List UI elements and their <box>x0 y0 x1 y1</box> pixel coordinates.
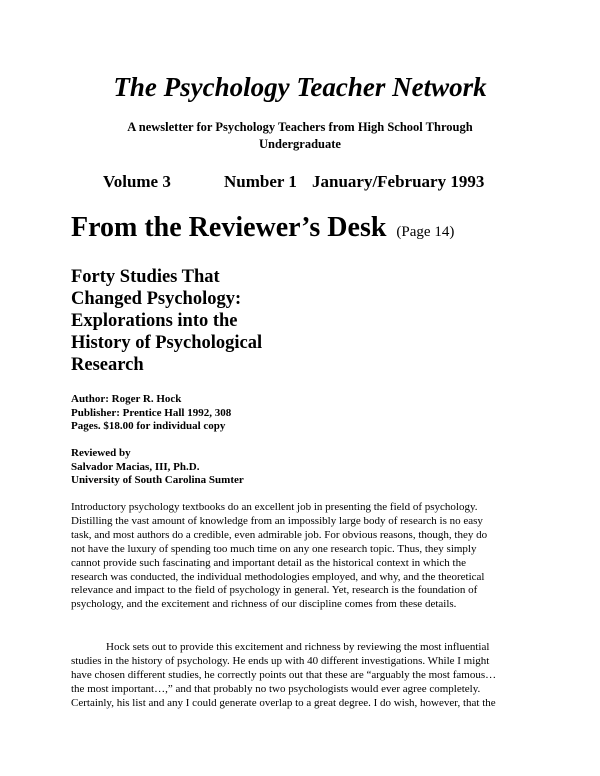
book-title-line: Research <box>71 355 144 375</box>
reviewer-name: Salvador Macias, III, Ph.D. <box>71 460 200 473</box>
reviewer-label: Reviewed by <box>71 447 131 459</box>
issue-date: January/February 1993 <box>312 172 485 191</box>
book-author: Author: Roger R. Hock <box>71 393 182 405</box>
newsletter-title: The Psychology Teacher Network <box>113 72 487 102</box>
number-label: Number 1 <box>224 172 297 191</box>
reviewer-affiliation: University of South Carolina Sumter <box>71 474 244 486</box>
paragraph-line: studies in the history of psychology. He ends up with 40 different investigations. While I might <box>71 654 490 667</box>
paragraph-line: research was conducted, the individual methodologies employed, and why, and the theoretical <box>71 570 485 583</box>
review-paragraph-2 <box>71 641 531 711</box>
newsletter-tagline <box>100 119 500 153</box>
volume-label: Volume 3 <box>103 172 171 191</box>
book-price: Pages. $18.00 for individual copy <box>71 420 226 432</box>
section-page-ref: (Page 14) <box>396 224 455 240</box>
book-title-line: Changed Psychology: <box>71 289 242 309</box>
section-title: From the Reviewer’s Desk <box>71 212 387 243</box>
section-heading <box>71 210 454 246</box>
paragraph-line: cannot provide such fascinating and important detail as the historical context in which the <box>71 556 466 569</box>
tagline-line: A newsletter for Psychology Teachers from High School Through <box>127 120 473 134</box>
paragraph-line: Hock sets out to provide this excitement and richness by reviewing the most influential <box>106 641 490 653</box>
paragraph-line: task, and most authors do a credible, even admirable job. For obvious reasons, though, they do <box>71 528 488 541</box>
book-title-line: Explorations into the <box>71 311 238 331</box>
book-title-line: History of Psychological <box>71 333 263 353</box>
paragraph-line: not have the luxury of spending too much time on any one research topic. Thus, they simply <box>71 542 477 555</box>
book-title <box>71 266 311 376</box>
paragraph-line: Distilling the vast amount of knowledge from an impossibly large body of research is no easy <box>71 514 483 527</box>
book-title-line: Forty Studies That <box>71 267 220 287</box>
paragraph-line: psychology, and the excitement and richness of our discipline comes from these details. <box>71 598 457 611</box>
paragraph-line: relevance and impact to the field of psychology in general. Yet, research is the foundation of <box>71 584 478 597</box>
paragraph-line: Introductory psychology textbooks do an excellent job in presenting the field of psychology. <box>71 501 478 513</box>
book-details <box>71 393 231 434</box>
paragraph-line: the most important…,” and that probably no two psychologists would ever agree completely. <box>71 682 481 695</box>
reviewer-details <box>71 447 244 488</box>
review-paragraph-1 <box>71 501 531 612</box>
book-publisher: Publisher: Prentice Hall 1992, 308 <box>71 406 232 419</box>
paragraph-line: have chosen different studies, he correctly points out that these are “arguably the most famous… <box>71 668 497 681</box>
tagline-line: Undergraduate <box>259 137 341 151</box>
paragraph-line: Certainly, his list and any I could generate overlap to a great degree. I do wish, however, that the <box>71 696 496 709</box>
